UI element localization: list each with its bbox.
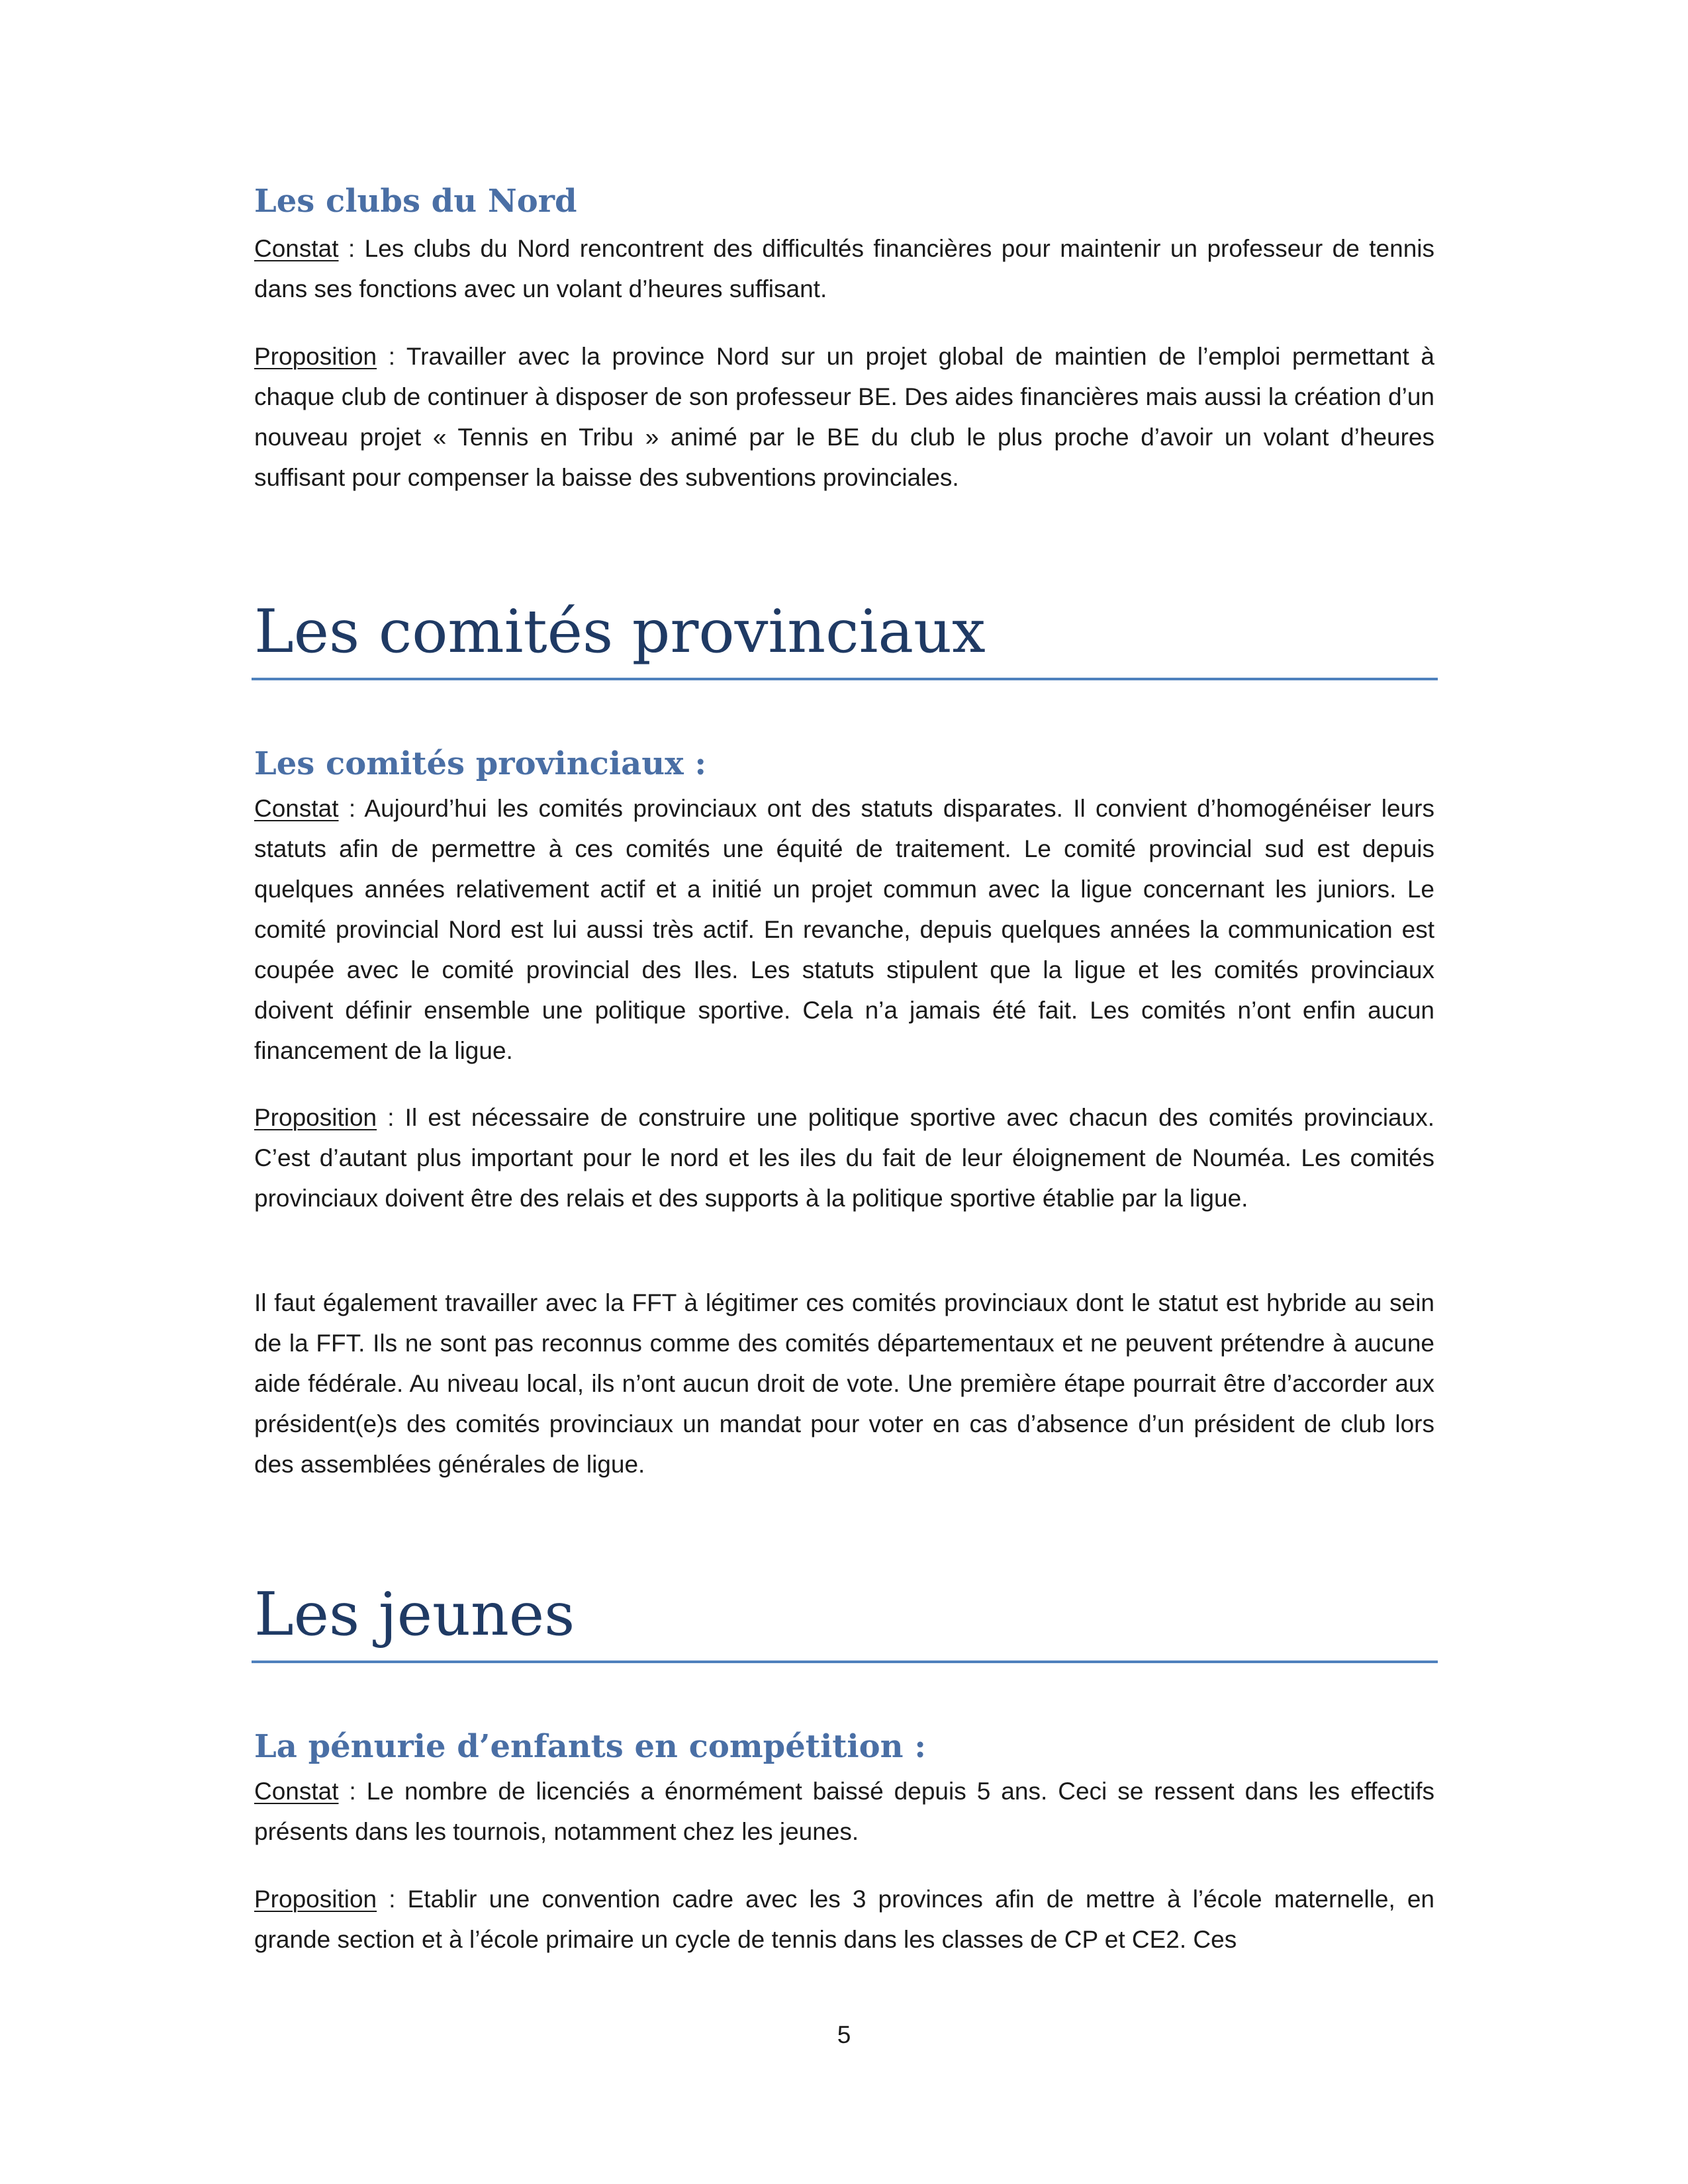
title-underline-rule: [252, 678, 1438, 680]
proposition-text: : Il est nécessaire de construire une politique sportive avec chacun des comités provinciaux. C’est d’autant plus important pour le nord et les iles du fait de leur éloignement de Nouméa. Les comités provinciaux doivent être des relais et des supports à la politique sportive établie par la ligue.: [254, 1104, 1434, 1212]
title-comites-provinciaux: Les comités provinciaux: [254, 597, 986, 666]
constat-label: Constat: [254, 235, 339, 262]
heading-penurie-enfants: La pénurie d’enfants en compétition :: [254, 1728, 926, 1765]
constat-text: : Les clubs du Nord rencontrent des difficultés financières pour maintenir un professeur de tennis dans ses fonctions avec un volant d’heures suffisant.: [254, 235, 1434, 302]
paragraph-jeunes-constat: [254, 1771, 1434, 1852]
paragraph-comites-constat: [254, 788, 1434, 1071]
constat-label: Constat: [254, 795, 339, 822]
paragraph-clubs-nord-proposition: [254, 336, 1434, 498]
proposition-text: : Etablir une convention cadre avec les 3 provinces afin de mettre à l’école maternelle, en grande section et à l’école primaire un cycle de tennis dans les classes de CP et CE2. Ces: [254, 1886, 1434, 1953]
heading-comites-provinciaux: Les comités provinciaux :: [254, 745, 707, 782]
paragraph-comites-fft: Il faut également travailler avec la FFT à légitimer ces comités provinciaux dont le statut est hybride au sein de la FFT. Ils ne sont pas reconnus comme des comités départementaux et ne peuvent prétendre à aucune aide fédérale. Au niveau local, ils n’ont aucun droit de vote. Une première étape pourrait être d’accorder aux président(e)s des comités provinciaux un mandat pour voter en cas d’absence d’un président de club lors des assemblées générales de ligue.: [254, 1289, 1434, 1478]
proposition-label: Proposition: [254, 1104, 377, 1131]
paragraph-comites-proposition: [254, 1097, 1434, 1218]
constat-text: : Aujourd’hui les comités provinciaux ont des statuts disparates. Il convient d’homogénéiser leurs statuts afin de permettre à ces comités une équité de traitement. Le comité provincial sud est depuis quelques années relativement actif et a initié un projet commun avec la ligue concernant les juniors. Le comité provincial Nord est lui aussi très actif. En revanche, depuis quelques années la communication est coupée avec le comité provincial des Iles. Les statuts stipulent que la ligue et les comités provinciaux doivent définir ensemble une politique sportive. Cela n’a jamais été fait. Les comités n’ont enfin aucun financement de la ligue.: [254, 795, 1434, 1064]
title-les-jeunes: Les jeunes: [254, 1580, 575, 1649]
page-number: 5: [837, 2021, 851, 2048]
title-underline-rule: [252, 1661, 1438, 1663]
constat-label: Constat: [254, 1778, 339, 1805]
proposition-text: : Travailler avec la province Nord sur un projet global de maintien de l’emploi permettant à chaque club de continuer à disposer de son professeur BE. Des aides financières mais aussi la création d’un nouveau projet « Tennis en Tribu » animé par le BE du club le plus proche d’avoir un volant d’heures suffisant pour compenser la baisse des subventions provinciales.: [254, 343, 1434, 491]
proposition-label: Proposition: [254, 1886, 377, 1913]
paragraph-jeunes-proposition: [254, 1879, 1434, 1960]
heading-clubs-du-nord: Les clubs du Nord: [254, 183, 577, 220]
proposition-label: Proposition: [254, 343, 377, 370]
constat-text: : Le nombre de licenciés a énormément baissé depuis 5 ans. Ceci se ressent dans les effectifs présents dans les tournois, notamment chez les jeunes.: [254, 1778, 1434, 1845]
paragraph-clubs-nord-constat: [254, 228, 1434, 309]
